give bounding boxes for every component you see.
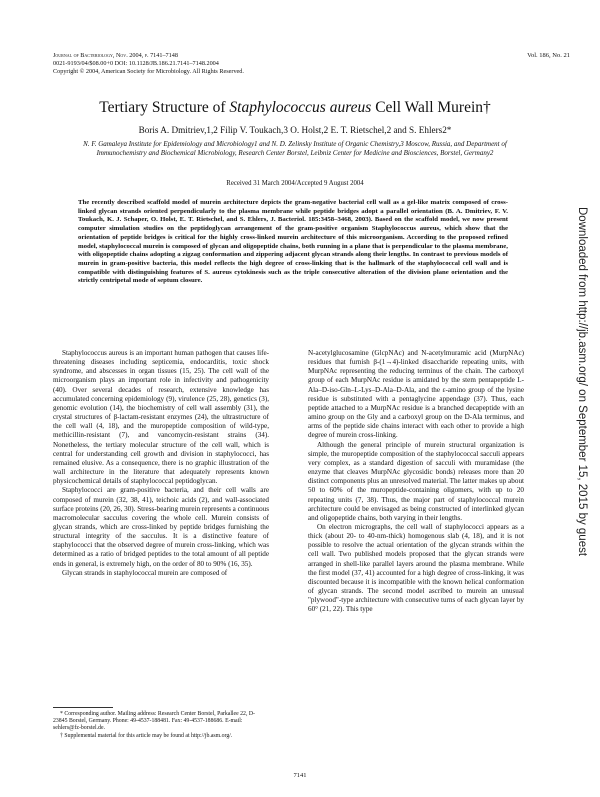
abstract: The recently described scaffold model of murein architecture depicts the gram-negative bacterial cell wall as a gel-like matrix composed of cross-linked glycan strands oriented perpendicularly to the plasma membrane while peptide bridges adopt a parallel orientation (B. A. Dmitriev, F. V. Toukach, K. J. Schaper, O. Holst, E. T. Rietschel, and S. Ehlers, J. Bacteriol. 185:3458–3468, 2003). Based on the scaffold model, we now present computer simulation studies on the peptidoglycan arrangement of the gram-positive organism Staphylococcus aureus, which show that the orientation of peptide bridges is critical for the highly cross-linked murein architecture of this microorganism. According to the proposed refined model, staphylococcal murein is composed of glycan and oligopeptide chains, both running in a plane that is perpendicular to the plasma membrane, with oligopeptide chains adopting a zigzag conformation and zippering adjacent glycan strands along their lengths. In contrast to previous models of murein in gram-positive bacteria, this model reflects the high degree of cross-linking that is the hallmark of the staphylococcal cell wall and is compatible with distinguishing features of S. aureus cytokinesis such as the triple consecutive alteration of the division plane orientation and the strictly centripetal mode of septum closure. bbox=[78, 199, 508, 285]
journal-header bbox=[53, 52, 244, 76]
doi-line: 0021-9193/04/$08.00+0 DOI: 10.1128/JB.186.21.7141–7148.2004 bbox=[53, 60, 219, 67]
title-suffix: Cell Wall Murein† bbox=[371, 99, 491, 116]
paragraph: Glycan strands in staphylococcal murein are composed of bbox=[62, 568, 228, 577]
volume-number: Vol. 186, No. 21 bbox=[527, 52, 570, 59]
left-column bbox=[53, 349, 269, 578]
page-number: 7141 bbox=[293, 772, 307, 779]
footnotes bbox=[53, 711, 269, 740]
paragraph: Staphylococci are gram-positive bacteria, and their cell walls are composed of murein (32, 38, 41), teichoic acids (2), and wall-associated surface proteins (20, 26, 30). Stress-bearing murein represents a continuous macromolecular sacculus covering the whole cell. Murein consists of glycan strands, which are cross-linked by peptide bridges furnishing the structural integrity of the sacculus. It is a distinctive feature of staphylococci that the observed degree of murein cross-linking, which was determined as a ratio of bridged peptides to the total amount of all peptide ends in general, is extremely high, on the order of 80 to 90% (16, 35). bbox=[53, 486, 269, 568]
received-dates: Received 31 March 2004/Accepted 9 August 2004 bbox=[226, 180, 364, 187]
paragraph: N-acetylglucosamine (GlcpNAc) and N-acetylmuramic acid (MurpNAc) residues that furnish β-(1→4)-linked disaccharide repeating units, with MurpNAc representing the reducing terminus of the chain. The carboxyl group of each MurpNAc residue is amidated by the stem pentapeptide L-Ala–D-iso-Gln–L-Lys–D-Ala–D-Ala, and the ε-amino group of the lysine residue is substituted with a pentaglycine appendage (37). Thus, each peptide attached to a MurpNAc residue is a branched decapeptide with an amino group on the Gly and a carboxyl group on the D-Ala terminus, and arms of the peptide side chains interact with each other to provide a high degree of murein cross-linking. bbox=[308, 349, 524, 440]
journal-citation: Journal of Bacteriology, Nov. 2004, p. 7141–7148 bbox=[53, 52, 178, 59]
paragraph: Although the general principle of murein structural organization is simple, the muropeptide composition of the staphylococcal sacculi appears very complex, as a standard digestion of sacculi with muramidase (the enzyme that cleaves MurpNAc glycosidic bonds) releases more than 20 distinct components plus an unresolved material. The latter makes up about 50 to 60% of the muropeptide-containing oligomers, with up to 20 repeating units (7, 38). Thus, the major part of staphylococcal murein architecture could be envisaged as being constructed of interlinked glycan and oligopeptide chains, both varying in their lengths. bbox=[308, 440, 524, 522]
article-title bbox=[40, 99, 550, 117]
download-watermark: Downloaded from http://jb.asm.org/ on September 15, 2015 by guest bbox=[576, 207, 588, 557]
author-list: Boris A. Dmitriev,1,2 Filip V. Toukach,3 O. Holst,2 E. T. Rietschel,2 and S. Ehlers2* bbox=[138, 125, 452, 135]
supplemental-note: † Supplemental material for this article may be found at http://jb.asm.org/. bbox=[60, 732, 233, 739]
title-prefix: Tertiary Structure of bbox=[99, 99, 230, 116]
paragraph: On electron micrographs, the cell wall of staphylococci appears as a thick (about 20- to 40-nm-thick) homogenous slab (4, 18), and it is not possible to resolve the actual orientation of the glycan strands within the cell wall. Two published models proposed that the glycan strands were arranged in shell-like parallel layers around the plasma membrane. While the first model (37, 41) accounted for a high degree of cross-linking, it was discounted because it is incompatible with the known helical conformation of glycan strands. The second model ascribed to murein an unusual "plywood"-type architecture with consecutive turns of each glycan layer by 60° (21, 22). This type bbox=[308, 522, 524, 614]
right-column bbox=[308, 349, 524, 615]
title-species: Staphylococcus aureus bbox=[229, 99, 372, 116]
footnote-divider bbox=[53, 707, 113, 708]
affiliations: N. F. Gamaleya Institute for Epidemiology and Microbiology1 and N. D. Zelinsky Institute of Organic Chemistry,3 Moscow, Russia, and Department of Immunochemistry and Biochemical Microbiology, Research Center Borstel, Leibniz Center for Medicine and Biosciences, Borstel, Germany2 bbox=[83, 140, 507, 157]
copyright-line: Copyright © 2004, American Society for Microbiology. All Rights Reserved. bbox=[53, 68, 244, 75]
paragraph: Staphylococcus aureus is an important human pathogen that causes life-threatening diseases including septicemia, endocarditis, toxic shock syndrome, and abscesses in organ tissues (15, 25). The cell wall of the microorganism plays an important role in infectivity and pathogenicity (40). Over several decades of research, extensive knowledge has accumulated concerning epidemiology (9), virulence (25, 28), genetics (3), genomic evolution (14), the biochemistry of cell wall assembly (31), the crystal structures of β-lactam-resistant enzymes (24), the ultrastructure of the cell wall (4, 18), and the muropeptide composition of wild-type, methicillin-resistant (7), and vancomycin-resistant strains (34). Nonetheless, the tertiary molecular structure of the cell wall, which is central for understanding cell growth and division in staphylococci, has remained elusive. As a consequence, there is no graphic illustration of the wall architecture in the literature that adequately represents known physicochemical details of staphylococcal peptidoglycan. bbox=[53, 349, 269, 486]
corresponding-author-note: * Corresponding author. Mailing address: Research Center Borstel, Parkallee 22, D-23845 Borstel, Germany. Phone: 49-4537-188481. Fax: 49-4537-188686. E-mail: sehlers@fz-borstel.de. bbox=[53, 711, 255, 732]
